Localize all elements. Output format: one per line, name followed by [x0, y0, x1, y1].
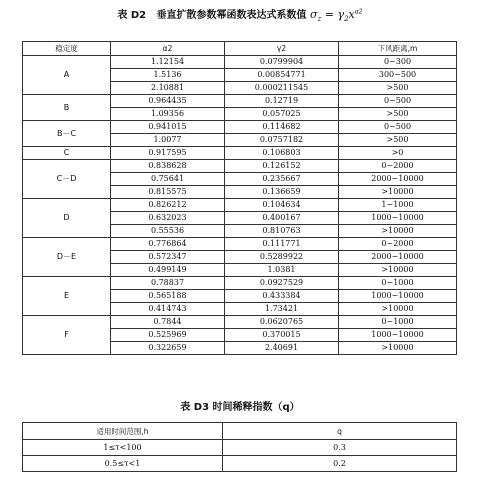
- distance-cell: >500: [339, 82, 457, 95]
- header-time-range: 适用时间范围,h: [23, 423, 223, 440]
- alpha-cell: 0.499149: [111, 264, 225, 277]
- table-row: [23, 456, 457, 472]
- stability-cell: C: [23, 147, 111, 160]
- gamma-cell: 0.126152: [225, 160, 339, 173]
- gamma-cell: 0.400167: [225, 212, 339, 225]
- distance-cell: >0: [339, 147, 457, 160]
- distance-cell: 0~500: [339, 95, 457, 108]
- distance-cell: 0~2000: [339, 160, 457, 173]
- gamma-cell: 0.057025: [225, 108, 339, 121]
- alpha-cell: 0.917595: [111, 147, 225, 160]
- distance-cell: >500: [339, 108, 457, 121]
- gamma-cell: 2.40691: [225, 342, 339, 355]
- stability-cell: E: [23, 277, 111, 316]
- gamma-cell: 0.810763: [225, 225, 339, 238]
- gamma-cell: 0.104634: [225, 199, 339, 212]
- alpha-cell: 0.838628: [111, 160, 225, 173]
- alpha-cell: 1.5136: [111, 69, 225, 82]
- alpha-cell: 0.941015: [111, 121, 225, 134]
- alpha-cell: 0.78837: [111, 277, 225, 290]
- gamma-cell: 0.0799904: [225, 56, 339, 69]
- stability-cell: A: [23, 56, 111, 95]
- distance-cell: >10000: [339, 342, 457, 355]
- gamma-cell: 0.136659: [225, 186, 339, 199]
- distance-cell: >10000: [339, 225, 457, 238]
- gamma-cell: 1.73421: [225, 303, 339, 316]
- distance-cell: 2000~10000: [339, 173, 457, 186]
- alpha-cell: 0.565188: [111, 290, 225, 303]
- table-row: [23, 199, 457, 212]
- alpha-cell: 0.75641: [111, 173, 225, 186]
- distance-cell: 1~1000: [339, 199, 457, 212]
- gamma-cell: 1.0381: [225, 264, 339, 277]
- q-cell: 0.3: [223, 440, 457, 456]
- header-distance: 下风距离,m: [339, 42, 457, 56]
- gamma-cell: 0.0620765: [225, 316, 339, 329]
- table-row: [23, 440, 457, 456]
- alpha-cell: 0.572347: [111, 251, 225, 264]
- table-row: [23, 147, 457, 160]
- gamma-cell: 0.00854771: [225, 69, 339, 82]
- gamma-cell: 0.370015: [225, 329, 339, 342]
- gamma-cell: 0.0757182: [225, 134, 339, 147]
- gamma-cell: 0.433384: [225, 290, 339, 303]
- distance-cell: 300~500: [339, 69, 457, 82]
- alpha-cell: 1.12154: [111, 56, 225, 69]
- alpha-cell: 0.964435: [111, 95, 225, 108]
- distance-cell: 2000~10000: [339, 251, 457, 264]
- table-row: [23, 277, 457, 290]
- distance-cell: 0~300: [339, 56, 457, 69]
- table-d2: [22, 41, 457, 355]
- table-d2-header-row: [23, 42, 457, 56]
- distance-cell: 1000~10000: [339, 212, 457, 225]
- table-d2-formula: $\sigma_z = \gamma_2x^{\alpha 2}$: [310, 8, 363, 24]
- distance-cell: 1000~10000: [339, 329, 457, 342]
- alpha-cell: 0.525969: [111, 329, 225, 342]
- distance-cell: 0~500: [339, 121, 457, 134]
- alpha-cell: 1.0077: [111, 134, 225, 147]
- distance-cell: >10000: [339, 303, 457, 316]
- alpha-cell: 2.10881: [111, 82, 225, 95]
- distance-cell: >10000: [339, 264, 457, 277]
- stability-cell: F: [23, 316, 111, 355]
- gamma-cell: 0.235667: [225, 173, 339, 186]
- header-alpha: α2: [111, 42, 225, 56]
- gamma-cell: 0.111771: [225, 238, 339, 251]
- gamma-cell: 0.106803: [225, 147, 339, 160]
- stability-cell: C－D: [23, 160, 111, 199]
- distance-cell: 1000~10000: [339, 290, 457, 303]
- table-d2-label: 表 D2: [117, 10, 147, 21]
- table-row: [23, 160, 457, 173]
- distance-cell: >500: [339, 134, 457, 147]
- header-stability: 稳定度: [23, 42, 111, 56]
- distance-cell: 0~1000: [339, 277, 457, 290]
- table-row: [23, 56, 457, 69]
- distance-cell: 0~1000: [339, 316, 457, 329]
- alpha-cell: 0.815575: [111, 186, 225, 199]
- table-d3: [22, 422, 457, 472]
- time-range-cell: 1≤τ<100: [23, 440, 223, 456]
- stability-cell: D: [23, 199, 111, 238]
- header-gamma: γ2: [225, 42, 339, 56]
- stability-cell: B: [23, 95, 111, 121]
- table-row: [23, 316, 457, 329]
- gamma-cell: 0.12719: [225, 95, 339, 108]
- alpha-cell: 0.632023: [111, 212, 225, 225]
- header-q: q: [223, 423, 457, 440]
- gamma-cell: 0.0927529: [225, 277, 339, 290]
- table-row: [23, 121, 457, 134]
- alpha-cell: 0.322659: [111, 342, 225, 355]
- distance-cell: >10000: [339, 186, 457, 199]
- table-d2-title: [0, 6, 480, 23]
- gamma-cell: 0.000211545: [225, 82, 339, 95]
- gamma-cell: 0.5289922: [225, 251, 339, 264]
- table-d3-title: 表 D3 时间稀释指数（q）: [180, 402, 300, 413]
- stability-cell: B－C: [23, 121, 111, 147]
- q-cell: 0.2: [223, 456, 457, 472]
- alpha-cell: 0.7844: [111, 316, 225, 329]
- alpha-cell: 0.414743: [111, 303, 225, 316]
- table-row: [23, 238, 457, 251]
- table-d3-header-row: [23, 423, 457, 440]
- table-d2-caption: 垂直扩散参数幂函数表达式系数值: [156, 10, 307, 21]
- stability-cell: D－E: [23, 238, 111, 277]
- alpha-cell: 0.776864: [111, 238, 225, 251]
- alpha-cell: 1.09356: [111, 108, 225, 121]
- alpha-cell: 0.826212: [111, 199, 225, 212]
- gamma-cell: 0.114682: [225, 121, 339, 134]
- table-row: [23, 95, 457, 108]
- distance-cell: 0~2000: [339, 238, 457, 251]
- time-range-cell: 0.5≤τ<1: [23, 456, 223, 472]
- alpha-cell: 0.55536: [111, 225, 225, 238]
